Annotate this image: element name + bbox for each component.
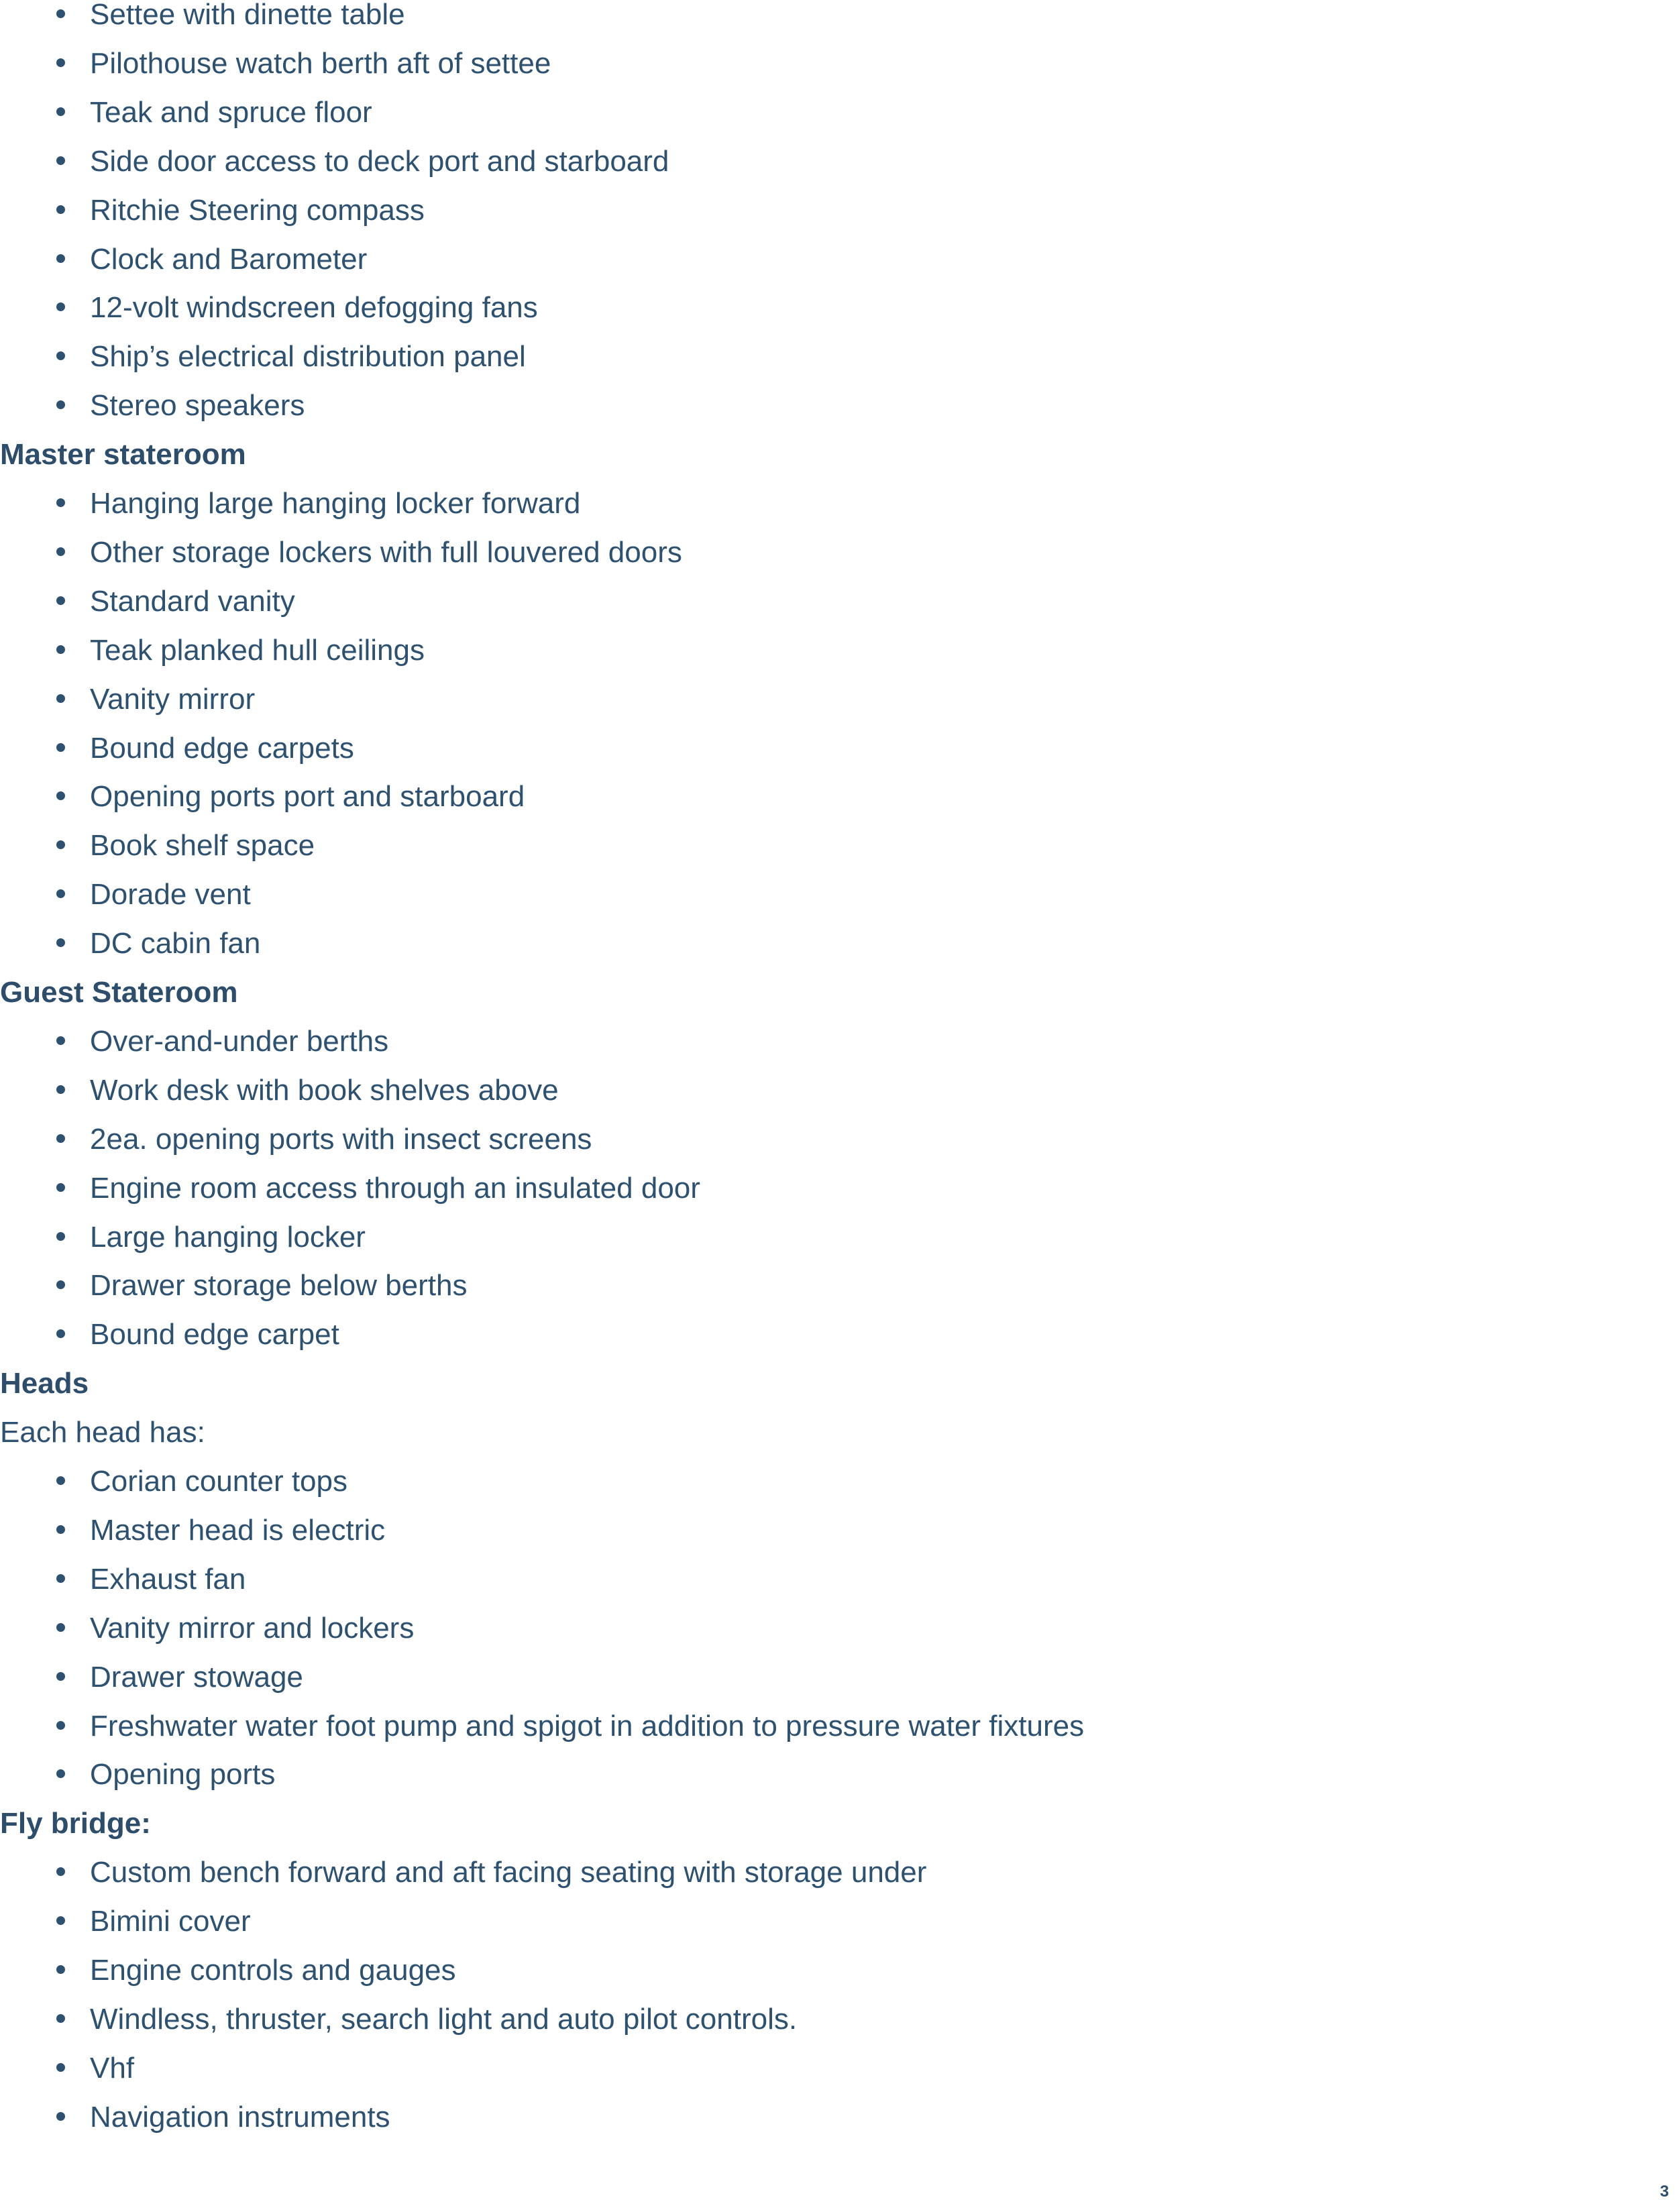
- bullet-icon: [56, 743, 65, 752]
- list-item: [90, 828, 315, 863]
- bullet-icon: [56, 1672, 65, 1681]
- bullet-icon: [56, 400, 65, 409]
- section-heading: Fly bridge:: [0, 1807, 151, 1840]
- bullet-icon: [56, 2112, 65, 2121]
- list-item-text: Freshwater water foot pump and spigot in addition to pressure water fixtures: [90, 1709, 1085, 1743]
- list-item: [90, 193, 425, 228]
- list-item: [90, 2002, 797, 2037]
- list-item-text: 12-volt windscreen defogging fans: [90, 291, 538, 325]
- list-item-text: Clock and Barometer: [90, 242, 368, 276]
- section-intro: Each head has:: [0, 1416, 205, 1449]
- list-item: [90, 535, 682, 570]
- bullet-icon: [56, 791, 65, 800]
- list-item: [90, 0, 405, 32]
- list-item: [90, 1953, 456, 1988]
- bullet-icon: [56, 1085, 65, 1094]
- list-item-text: Opening ports: [90, 1758, 276, 1791]
- bullet-icon: [56, 1965, 65, 1974]
- bullet-icon: [56, 1183, 65, 1192]
- list-item: [90, 46, 551, 81]
- bullet-icon: [56, 205, 65, 214]
- list-item-text: Engine room access through an insulated door: [90, 1171, 700, 1205]
- list-item-text: Teak and spruce floor: [90, 95, 372, 129]
- bullet-icon: [56, 107, 65, 116]
- list-item: [90, 1513, 385, 1548]
- list-item: [90, 242, 367, 277]
- list-item: [90, 633, 425, 668]
- list-item-text: Pilothouse watch berth aft of settee: [90, 46, 551, 80]
- list-item-text: Dorade vent: [90, 878, 251, 911]
- bullet-icon: [56, 254, 65, 263]
- section-heading: Heads: [0, 1367, 89, 1400]
- list-item-text: Drawer stowage: [90, 1660, 303, 1694]
- list-item-text: Windless, thruster, search light and auto pilot controls.: [90, 2002, 798, 2036]
- page-number: 3: [1660, 2182, 1669, 2201]
- bullet-icon: [56, 1574, 65, 1583]
- bullet-icon: [56, 1867, 65, 1876]
- bullet-icon: [56, 2063, 65, 2072]
- list-item-text: Settee with dinette table: [90, 0, 405, 31]
- list-item-text: Navigation instruments: [90, 2100, 390, 2134]
- list-item-text: 2ea. opening ports with insect screens: [90, 1122, 592, 1156]
- list-item: [90, 731, 354, 766]
- list-item: [90, 486, 580, 521]
- list-item-text: Hanging large hanging locker forward: [90, 487, 581, 520]
- list-item: [90, 144, 669, 179]
- list-item: [90, 1073, 559, 1108]
- list-item: [90, 1757, 275, 1792]
- list-item: [90, 1904, 251, 1939]
- bullet-icon: [56, 351, 65, 360]
- list-item-text: Over-and-under berths: [90, 1024, 389, 1058]
- list-item-text: Vanity mirror: [90, 682, 256, 716]
- bullet-icon: [56, 2014, 65, 2023]
- list-item: [90, 339, 526, 374]
- list-item-text: Bound edge carpet: [90, 1318, 339, 1351]
- list-item-text: Opening ports port and starboard: [90, 780, 525, 814]
- list-item: [90, 926, 260, 961]
- list-item-text: Work desk with book shelves above: [90, 1073, 559, 1107]
- bullet-icon: [56, 1280, 65, 1289]
- bullet-icon: [56, 156, 65, 165]
- list-item: [90, 682, 255, 717]
- list-item-text: Engine controls and gauges: [90, 1954, 456, 1987]
- list-item-text: Exhaust fan: [90, 1562, 246, 1596]
- list-item-text: Master head is electric: [90, 1513, 386, 1547]
- bullet-icon: [56, 645, 65, 654]
- list-item: [90, 1611, 414, 1646]
- list-item-text: Bimini cover: [90, 1905, 251, 1938]
- list-item: [90, 1220, 366, 1255]
- list-item: [90, 584, 295, 619]
- bullet-icon: [56, 547, 65, 556]
- list-item-text: Bound edge carpets: [90, 731, 354, 765]
- section-heading: Guest Stateroom: [0, 976, 238, 1009]
- list-item-text: DC cabin fan: [90, 927, 261, 960]
- section-heading: Master stateroom: [0, 438, 246, 472]
- list-item-text: Vhf: [90, 2051, 135, 2085]
- bullet-icon: [56, 1769, 65, 1778]
- list-item: [90, 1024, 388, 1059]
- list-item: [90, 877, 251, 912]
- list-item: [90, 1464, 347, 1499]
- list-item: [90, 1122, 592, 1157]
- bullet-icon: [56, 1036, 65, 1045]
- list-item-text: Side door access to deck port and starboard: [90, 144, 669, 178]
- bullet-icon: [56, 1623, 65, 1632]
- bullet-icon: [56, 58, 65, 67]
- list-item-text: Large hanging locker: [90, 1220, 366, 1254]
- bullet-icon: [56, 302, 65, 311]
- list-item: [90, 1171, 700, 1206]
- bullet-icon: [56, 1232, 65, 1241]
- bullet-icon: [56, 1476, 65, 1485]
- bullet-icon: [56, 1329, 65, 1338]
- list-item-text: Ship’s electrical distribution panel: [90, 340, 526, 374]
- list-item-text: Drawer storage below berths: [90, 1269, 468, 1303]
- bullet-icon: [56, 596, 65, 605]
- list-item-text: Vanity mirror and lockers: [90, 1611, 415, 1645]
- list-item: [90, 1268, 467, 1303]
- list-item: [90, 2100, 390, 2135]
- list-item-text: Ritchie Steering compass: [90, 193, 425, 227]
- bullet-icon: [56, 9, 65, 18]
- bullet-icon: [56, 889, 65, 898]
- bullet-icon: [56, 498, 65, 507]
- list-item-text: Corian counter tops: [90, 1465, 347, 1498]
- list-item-text: Book shelf space: [90, 829, 315, 863]
- bullet-icon: [56, 1134, 65, 1143]
- list-item: [90, 95, 372, 130]
- list-item-text: Custom bench forward and aft facing seating with storage under: [90, 1856, 927, 1889]
- list-item: [90, 2051, 134, 2086]
- list-item: [90, 388, 305, 423]
- bullet-icon: [56, 694, 65, 703]
- list-item: [90, 779, 525, 814]
- list-item: [90, 1855, 926, 1890]
- bullet-icon: [56, 1525, 65, 1534]
- bullet-icon: [56, 840, 65, 849]
- list-item-text: Standard vanity: [90, 584, 295, 618]
- list-item: [90, 1317, 339, 1352]
- list-item: [90, 290, 538, 325]
- list-item: [90, 1709, 1084, 1744]
- list-item-text: Teak planked hull ceilings: [90, 633, 425, 667]
- bullet-icon: [56, 1916, 65, 1925]
- bullet-icon: [56, 1721, 65, 1730]
- list-item: [90, 1562, 246, 1597]
- list-item-text: Stereo speakers: [90, 389, 305, 423]
- list-item: [90, 1660, 303, 1695]
- list-item-text: Other storage lockers with full louvered doors: [90, 535, 682, 569]
- bullet-icon: [56, 938, 65, 947]
